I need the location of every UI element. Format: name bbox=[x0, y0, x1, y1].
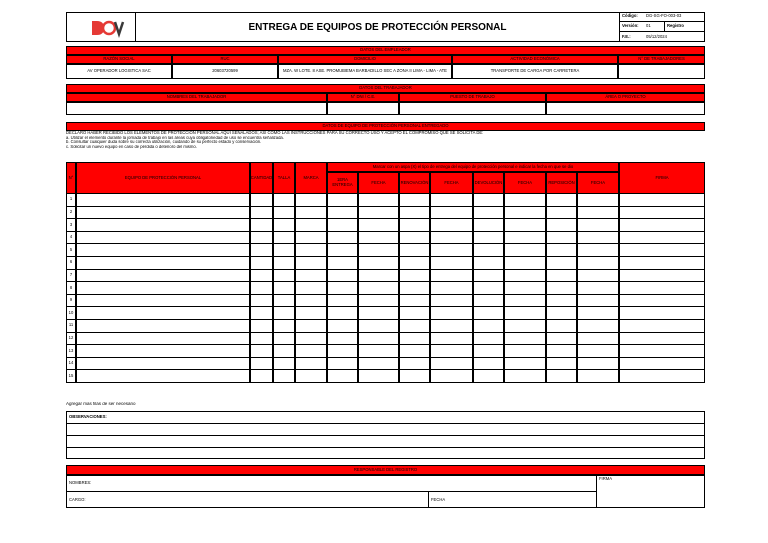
row-talla[interactable] bbox=[273, 206, 295, 220]
worker-header-puesto: PUESTO DE TRABAJO bbox=[399, 93, 546, 102]
row-fecha[interactable] bbox=[430, 319, 473, 333]
row-fecha[interactable] bbox=[430, 193, 473, 207]
row-1era[interactable] bbox=[327, 294, 358, 308]
row-fecha[interactable] bbox=[358, 357, 399, 371]
row-1era[interactable] bbox=[327, 243, 358, 257]
row-devolucion[interactable] bbox=[473, 332, 504, 346]
row-cantidad[interactable] bbox=[250, 344, 273, 358]
row-number: 1 bbox=[66, 193, 76, 207]
row-fecha[interactable] bbox=[577, 256, 619, 270]
worker-section-title: DATOS DEL TRABAJADOR bbox=[66, 84, 705, 93]
delivery-subheaders bbox=[327, 172, 619, 194]
row-marca[interactable] bbox=[295, 243, 327, 257]
row-fecha[interactable] bbox=[504, 369, 546, 383]
row-reposicion[interactable] bbox=[546, 231, 577, 245]
row-cantidad[interactable] bbox=[250, 256, 273, 270]
row-fecha[interactable] bbox=[577, 319, 619, 333]
row-fecha[interactable] bbox=[504, 256, 546, 270]
table-row bbox=[66, 370, 705, 383]
row-talla[interactable] bbox=[273, 281, 295, 295]
row-1era[interactable] bbox=[327, 306, 358, 320]
row-fecha[interactable] bbox=[358, 269, 399, 283]
row-reposicion[interactable] bbox=[546, 344, 577, 358]
row-fecha[interactable] bbox=[430, 281, 473, 295]
row-firma[interactable] bbox=[619, 332, 705, 346]
row-talla[interactable] bbox=[273, 231, 295, 245]
row-renovacion[interactable] bbox=[399, 294, 430, 308]
row-reposicion[interactable] bbox=[546, 193, 577, 207]
row-1era[interactable] bbox=[327, 344, 358, 358]
row-equipo[interactable] bbox=[76, 344, 250, 358]
row-1era[interactable] bbox=[327, 193, 358, 207]
row-marca[interactable] bbox=[295, 306, 327, 320]
row-fecha[interactable] bbox=[358, 369, 399, 383]
worker-table bbox=[66, 93, 705, 115]
row-devolucion[interactable] bbox=[473, 357, 504, 371]
worker-header-nombres: NOMBRES DEL TRABAJADOR bbox=[66, 93, 327, 102]
sub-header-fecha: FECHA bbox=[504, 172, 546, 194]
sub-header-devolucion: DEVOLUCIÓN bbox=[473, 172, 504, 194]
row-firma[interactable] bbox=[619, 357, 705, 371]
row-equipo[interactable] bbox=[76, 294, 250, 308]
observations-line[interactable] bbox=[67, 448, 704, 458]
row-devolucion[interactable] bbox=[473, 218, 504, 232]
row-marca[interactable] bbox=[295, 193, 327, 207]
row-devolucion[interactable] bbox=[473, 306, 504, 320]
row-renovacion[interactable] bbox=[399, 269, 430, 283]
row-cantidad[interactable] bbox=[250, 319, 273, 333]
row-renovacion[interactable] bbox=[399, 369, 430, 383]
row-number: 10 bbox=[66, 306, 76, 320]
row-renovacion[interactable] bbox=[399, 319, 430, 333]
row-number: 15 bbox=[66, 369, 76, 383]
row-reposicion[interactable] bbox=[546, 332, 577, 346]
row-renovacion[interactable] bbox=[399, 243, 430, 257]
employer-header-actividad: ACTIVIDAD ECONÓMICA bbox=[452, 55, 618, 64]
row-marca[interactable] bbox=[295, 269, 327, 283]
row-firma[interactable] bbox=[619, 193, 705, 207]
row-renovacion[interactable] bbox=[399, 281, 430, 295]
row-talla[interactable] bbox=[273, 332, 295, 346]
row-firma[interactable] bbox=[619, 256, 705, 270]
sub-header-renovacion: RENOVACIÓN bbox=[399, 172, 430, 194]
declaration-text bbox=[66, 131, 705, 161]
worker-field-dni[interactable] bbox=[327, 102, 399, 115]
row-renovacion[interactable] bbox=[399, 344, 430, 358]
worker-header-dni: N° DNI / C.E. bbox=[327, 93, 399, 102]
row-number: 7 bbox=[66, 269, 76, 283]
row-equipo[interactable] bbox=[76, 357, 250, 371]
row-firma[interactable] bbox=[619, 306, 705, 320]
row-reposicion[interactable] bbox=[546, 243, 577, 257]
row-talla[interactable] bbox=[273, 218, 295, 232]
row-number: 6 bbox=[66, 256, 76, 270]
row-number: 3 bbox=[66, 218, 76, 232]
row-marca[interactable] bbox=[295, 369, 327, 383]
row-devolucion[interactable] bbox=[473, 193, 504, 207]
row-fecha[interactable] bbox=[358, 193, 399, 207]
row-devolucion[interactable] bbox=[473, 256, 504, 270]
row-devolucion[interactable] bbox=[473, 294, 504, 308]
row-firma[interactable] bbox=[619, 344, 705, 358]
observations-line[interactable] bbox=[67, 424, 704, 436]
row-number: 11 bbox=[66, 319, 76, 333]
row-reposicion[interactable] bbox=[546, 357, 577, 371]
row-talla[interactable] bbox=[273, 269, 295, 283]
row-equipo[interactable] bbox=[76, 243, 250, 257]
declaration-line: a. Utilizar el elemento durante la jornada de trabajo en las áreas cuya obligatoriedad de uso se encuentra señalizada. bbox=[66, 135, 284, 140]
row-equipo[interactable] bbox=[76, 319, 250, 333]
row-cantidad[interactable] bbox=[250, 193, 273, 207]
row-number: 9 bbox=[66, 294, 76, 308]
row-fecha[interactable] bbox=[430, 206, 473, 220]
row-fecha[interactable] bbox=[430, 269, 473, 283]
row-marca[interactable] bbox=[295, 319, 327, 333]
row-firma[interactable] bbox=[619, 319, 705, 333]
row-fecha[interactable] bbox=[504, 281, 546, 295]
row-reposicion[interactable] bbox=[546, 206, 577, 220]
row-fecha[interactable] bbox=[504, 193, 546, 207]
employer-value-ruc: 20603720599 bbox=[172, 64, 278, 79]
row-equipo[interactable] bbox=[76, 231, 250, 245]
row-fecha[interactable] bbox=[577, 357, 619, 371]
row-reposicion[interactable] bbox=[546, 319, 577, 333]
row-number: 4 bbox=[66, 231, 76, 245]
meta-version-label: Versión: bbox=[622, 23, 639, 29]
row-fecha[interactable] bbox=[430, 218, 473, 232]
employer-value-razon: AV OPERADOR LOGISTICA SAC bbox=[66, 64, 172, 79]
row-equipo[interactable] bbox=[76, 332, 250, 346]
row-fecha[interactable] bbox=[430, 332, 473, 346]
meta-box bbox=[620, 12, 705, 42]
declaration-line: DECLARO HABER RECIBIDO LOS ELEMENTOS DE PROTECCIÓN PERSONAL AQUÍ SEÑALADOS; ASÍ COMO LAS INSTRUCCIONES PARA SU CORRECTO USO Y ACEPTO EL COMPROMISO QUE SE SOLICITA DE: bbox=[66, 131, 484, 135]
employer-header-trabajadores: N° DE TRABAJADORES bbox=[618, 55, 705, 64]
row-talla[interactable] bbox=[273, 193, 295, 207]
col-cantidad-header: CANTIDAD bbox=[250, 162, 273, 194]
row-renovacion[interactable] bbox=[399, 218, 430, 232]
meta-date-label: F.E.: bbox=[622, 33, 631, 39]
row-renovacion[interactable] bbox=[399, 306, 430, 320]
row-devolucion[interactable] bbox=[473, 369, 504, 383]
row-fecha[interactable] bbox=[358, 281, 399, 295]
worker-field-nombres[interactable] bbox=[66, 102, 327, 115]
row-1era[interactable] bbox=[327, 281, 358, 295]
row-fecha[interactable] bbox=[358, 332, 399, 346]
row-fecha[interactable] bbox=[577, 218, 619, 232]
row-fecha[interactable] bbox=[504, 344, 546, 358]
row-cantidad[interactable] bbox=[250, 269, 273, 283]
row-fecha[interactable] bbox=[577, 269, 619, 283]
row-fecha[interactable] bbox=[577, 306, 619, 320]
row-devolucion[interactable] bbox=[473, 281, 504, 295]
row-firma[interactable] bbox=[619, 218, 705, 232]
declaration-line: c. Solicitar un nuevo equipo en caso de pérdida o deterioro del mismo. bbox=[66, 144, 197, 149]
row-cantidad[interactable] bbox=[250, 243, 273, 257]
row-marca[interactable] bbox=[295, 332, 327, 346]
col-equipo-header: EQUIPO DE PROTECCIÓN PERSONAL bbox=[76, 162, 250, 194]
row-fecha[interactable] bbox=[577, 369, 619, 383]
declaration-line: b. Consultar cualquier duda sobre su correcta utilización, cuidando de su perfecto estado y conservación. bbox=[66, 140, 262, 145]
row-talla[interactable] bbox=[273, 369, 295, 383]
row-marca[interactable] bbox=[295, 231, 327, 245]
col-firma-header: FIRMA bbox=[619, 162, 705, 194]
employer-value-domicilio: MZA. W LOTE. 8 ASE. PROMUBIEMA BARBADILLO SEC A ZONA II LIMA - LIMA - ATE bbox=[278, 64, 452, 79]
row-number: 5 bbox=[66, 243, 76, 257]
row-reposicion[interactable] bbox=[546, 294, 577, 308]
row-cantidad[interactable] bbox=[250, 357, 273, 371]
observations-box bbox=[66, 411, 705, 459]
row-cantidad[interactable] bbox=[250, 231, 273, 245]
responsible-fecha[interactable]: FECHA bbox=[429, 492, 597, 508]
row-fecha[interactable] bbox=[430, 357, 473, 371]
row-devolucion[interactable] bbox=[473, 231, 504, 245]
row-firma[interactable] bbox=[619, 231, 705, 245]
row-cantidad[interactable] bbox=[250, 332, 273, 346]
row-renovacion[interactable] bbox=[399, 231, 430, 245]
responsible-firma[interactable]: FIRMA bbox=[599, 477, 613, 481]
row-1era[interactable] bbox=[327, 206, 358, 220]
observations-line[interactable] bbox=[67, 436, 704, 448]
responsible-nombres[interactable]: NOMBRES: bbox=[67, 476, 597, 492]
row-fecha[interactable] bbox=[504, 357, 546, 371]
employer-value-actividad: TRANSPORTE DE CARGA POR CARRETERA bbox=[452, 64, 618, 79]
responsible-cargo[interactable]: CARGO: bbox=[67, 492, 429, 508]
row-renovacion[interactable] bbox=[399, 357, 430, 371]
row-equipo[interactable] bbox=[76, 193, 250, 207]
row-fecha[interactable] bbox=[358, 344, 399, 358]
row-fecha[interactable] bbox=[358, 218, 399, 232]
row-reposicion[interactable] bbox=[546, 306, 577, 320]
row-renovacion[interactable] bbox=[399, 206, 430, 220]
row-renovacion[interactable] bbox=[399, 332, 430, 346]
row-firma[interactable] bbox=[619, 243, 705, 257]
row-cantidad[interactable] bbox=[250, 206, 273, 220]
row-fecha[interactable] bbox=[358, 206, 399, 220]
responsible-table bbox=[66, 475, 705, 508]
row-reposicion[interactable] bbox=[546, 281, 577, 295]
meta-code-value: DG-SG-FO-003-03 bbox=[646, 13, 682, 19]
row-number: 2 bbox=[66, 206, 76, 220]
employer-table bbox=[66, 55, 705, 79]
row-firma[interactable] bbox=[619, 206, 705, 220]
row-marca[interactable] bbox=[295, 357, 327, 371]
row-number: 8 bbox=[66, 281, 76, 295]
row-fecha[interactable] bbox=[430, 306, 473, 320]
row-number: 13 bbox=[66, 344, 76, 358]
row-talla[interactable] bbox=[273, 357, 295, 371]
row-talla[interactable] bbox=[273, 243, 295, 257]
row-fecha[interactable] bbox=[358, 243, 399, 257]
row-fecha[interactable] bbox=[430, 369, 473, 383]
equipment-rows bbox=[66, 194, 705, 383]
row-devolucion[interactable] bbox=[473, 269, 504, 283]
row-1era[interactable] bbox=[327, 369, 358, 383]
col-talla-header: TALLA bbox=[273, 162, 295, 194]
employer-section-title: DATOS DEL EMPLEADOR bbox=[66, 46, 705, 55]
row-devolucion[interactable] bbox=[473, 319, 504, 333]
row-cantidad[interactable] bbox=[250, 281, 273, 295]
row-equipo[interactable] bbox=[76, 281, 250, 295]
row-talla[interactable] bbox=[273, 344, 295, 358]
row-equipo[interactable] bbox=[76, 218, 250, 232]
sub-header-fecha: FECHA bbox=[577, 172, 619, 194]
row-fecha[interactable] bbox=[577, 281, 619, 295]
row-fecha[interactable] bbox=[358, 306, 399, 320]
row-reposicion[interactable] bbox=[546, 218, 577, 232]
row-fecha[interactable] bbox=[577, 243, 619, 257]
row-marca[interactable] bbox=[295, 281, 327, 295]
row-1era[interactable] bbox=[327, 319, 358, 333]
col-marca-header: MARCA bbox=[295, 162, 327, 194]
row-fecha[interactable] bbox=[577, 344, 619, 358]
employer-header-razon: RAZÓN SOCIAL bbox=[66, 55, 172, 64]
row-fecha[interactable] bbox=[504, 269, 546, 283]
row-firma[interactable] bbox=[619, 281, 705, 295]
observations-label: OBSERVACIONES: bbox=[67, 412, 704, 424]
row-1era[interactable] bbox=[327, 218, 358, 232]
row-talla[interactable] bbox=[273, 256, 295, 270]
row-1era[interactable] bbox=[327, 357, 358, 371]
row-cantidad[interactable] bbox=[250, 294, 273, 308]
company-logo-icon bbox=[66, 12, 136, 42]
employer-value-trabajadores[interactable] bbox=[618, 64, 705, 79]
row-firma[interactable] bbox=[619, 369, 705, 383]
responsible-section-title: RESPONSABLE DEL REGISTRO bbox=[66, 465, 705, 475]
row-1era[interactable] bbox=[327, 256, 358, 270]
row-fecha[interactable] bbox=[358, 256, 399, 270]
row-fecha[interactable] bbox=[577, 206, 619, 220]
row-equipo[interactable] bbox=[76, 206, 250, 220]
row-marca[interactable] bbox=[295, 218, 327, 232]
row-fecha[interactable] bbox=[430, 243, 473, 257]
worker-field-puesto[interactable] bbox=[399, 102, 546, 115]
worker-field-area[interactable] bbox=[546, 102, 705, 115]
row-renovacion[interactable] bbox=[399, 193, 430, 207]
row-fecha[interactable] bbox=[577, 193, 619, 207]
row-devolucion[interactable] bbox=[473, 206, 504, 220]
col-n-header: N° bbox=[66, 162, 76, 194]
row-talla[interactable] bbox=[273, 319, 295, 333]
row-devolucion[interactable] bbox=[473, 344, 504, 358]
row-devolucion[interactable] bbox=[473, 243, 504, 257]
row-equipo[interactable] bbox=[76, 369, 250, 383]
row-fecha[interactable] bbox=[358, 231, 399, 245]
row-marca[interactable] bbox=[295, 294, 327, 308]
row-renovacion[interactable] bbox=[399, 256, 430, 270]
row-1era[interactable] bbox=[327, 332, 358, 346]
row-cantidad[interactable] bbox=[250, 306, 273, 320]
row-cantidad[interactable] bbox=[250, 218, 273, 232]
row-fecha[interactable] bbox=[430, 231, 473, 245]
row-talla[interactable] bbox=[273, 306, 295, 320]
row-fecha[interactable] bbox=[504, 218, 546, 232]
row-firma[interactable] bbox=[619, 294, 705, 308]
row-talla[interactable] bbox=[273, 294, 295, 308]
row-fecha[interactable] bbox=[577, 231, 619, 245]
employer-header-domicilio: DOMICILIO bbox=[278, 55, 452, 64]
row-fecha[interactable] bbox=[358, 319, 399, 333]
row-equipo[interactable] bbox=[76, 306, 250, 320]
row-fecha[interactable] bbox=[358, 294, 399, 308]
sub-header-reposicion: REPOSICIÓN bbox=[546, 172, 577, 194]
row-fecha[interactable] bbox=[504, 306, 546, 320]
page-title: ENTREGA DE EQUIPOS DE PROTECCIÓN PERSONAL bbox=[136, 12, 620, 42]
row-number: 14 bbox=[66, 357, 76, 371]
equipment-section-title: DATOS DE EQUIPO DE PROTECCIÓN PERSONAL ENTREGADO bbox=[66, 122, 705, 131]
meta-date-value: 05/12/2024 bbox=[646, 33, 667, 39]
employer-header-ruc: RUC bbox=[172, 55, 278, 64]
row-cantidad[interactable] bbox=[250, 369, 273, 383]
row-marca[interactable] bbox=[295, 256, 327, 270]
meta-register: Registro bbox=[664, 22, 684, 32]
sub-header-1era: 1ERA ENTREGA bbox=[327, 172, 358, 194]
row-fecha[interactable] bbox=[430, 344, 473, 358]
row-equipo[interactable] bbox=[76, 269, 250, 283]
meta-code-label: Código: bbox=[622, 13, 638, 19]
meta-version-value: 01 bbox=[646, 23, 651, 29]
row-fecha[interactable] bbox=[504, 319, 546, 333]
sub-header-fecha: FECHA bbox=[430, 172, 473, 194]
row-fecha[interactable] bbox=[504, 243, 546, 257]
row-fecha[interactable] bbox=[504, 294, 546, 308]
row-reposicion[interactable] bbox=[546, 269, 577, 283]
row-1era[interactable] bbox=[327, 269, 358, 283]
row-number: 12 bbox=[66, 332, 76, 346]
footnote: Agregar mas filas de ser necesario bbox=[66, 402, 136, 406]
row-marca[interactable] bbox=[295, 344, 327, 358]
row-fecha[interactable] bbox=[504, 332, 546, 346]
instruction-header: Marcar con un aspa (X) el tipo de entrega del equipo de protección personal e indicar la fecha en que se dio bbox=[327, 162, 619, 172]
logo bbox=[66, 12, 136, 42]
row-fecha[interactable] bbox=[430, 256, 473, 270]
row-reposicion[interactable] bbox=[546, 369, 577, 383]
row-1era[interactable] bbox=[327, 231, 358, 245]
row-firma[interactable] bbox=[619, 269, 705, 283]
row-fecha[interactable] bbox=[577, 294, 619, 308]
row-marca[interactable] bbox=[295, 206, 327, 220]
row-fecha[interactable] bbox=[577, 332, 619, 346]
row-equipo[interactable] bbox=[76, 256, 250, 270]
row-fecha[interactable] bbox=[430, 294, 473, 308]
sub-header-fecha: FECHA bbox=[358, 172, 399, 194]
row-reposicion[interactable] bbox=[546, 256, 577, 270]
worker-header-area: ÁREA O PROYECTO bbox=[546, 93, 705, 102]
row-fecha[interactable] bbox=[504, 231, 546, 245]
row-fecha[interactable] bbox=[504, 206, 546, 220]
